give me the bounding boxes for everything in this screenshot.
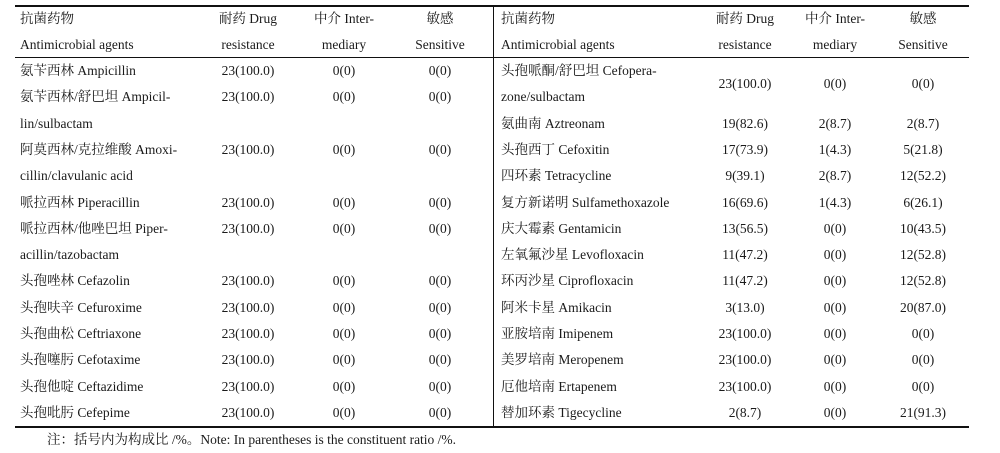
intermediary-value: 0(0) (823, 378, 847, 394)
intermediary-value: 0(0) (823, 247, 847, 263)
agent-name: 哌拉西林 Piperacillin (20, 194, 140, 210)
agent-name: cillin/clavulanic acid (20, 168, 133, 184)
agent-name: 左氧氟沙星 Levofloxacin (501, 247, 644, 263)
agent-name: 头孢西丁 Cefoxitin (501, 141, 610, 157)
header-agent-en-right: Antimicrobial agents (501, 37, 615, 52)
resistance-value: 23(100.0) (221, 326, 275, 341)
sensitive-value: 12(52.8) (899, 273, 947, 289)
sensitive-value: 0(0) (428, 89, 452, 105)
header-sensitive: 敏感 (426, 11, 454, 26)
header-intermediary-right: 中介 Inter- (804, 11, 866, 26)
intermediary-value: 0(0) (332, 326, 356, 341)
agent-name: acillin/tazobactam (20, 247, 119, 263)
intermediary-value: 0(0) (823, 273, 847, 289)
intermediary-value: 0(0) (823, 220, 847, 236)
resistance-value: 23(100.0) (221, 194, 275, 210)
header-intermediary: 中介 Inter- (313, 11, 375, 26)
resistance-value: 23(100.0) (221, 141, 275, 157)
sensitive-value: 0(0) (428, 141, 452, 157)
agent-name: 头孢哌酮/舒巴坦 Cefopera- (501, 63, 657, 78)
sensitive-value: 21(91.3) (899, 404, 947, 420)
header-agent-zh: 抗菌药物 (20, 11, 74, 26)
agent-name: 头孢唑林 Cefazolin (20, 273, 130, 289)
intermediary-value: 0(0) (823, 326, 847, 341)
agent-name: 哌拉西林/他唑巴坦 Piper- (20, 220, 168, 236)
intermediary-value: 2(8.7) (818, 115, 852, 131)
intermediary-value: 0(0) (823, 352, 847, 368)
header-agent-en: Antimicrobial agents (20, 37, 134, 52)
sensitive-value: 0(0) (428, 299, 452, 315)
sensitive-value: 0(0) (428, 63, 452, 78)
agent-name: 阿莫西林/克拉维酸 Amoxi- (20, 141, 178, 157)
agent-name: 复方新诺明 Sulfamethoxazole (501, 194, 670, 210)
intermediary-value: 0(0) (332, 89, 356, 105)
intermediary-value: 0(0) (332, 63, 356, 78)
header-sensitive-right-2: Sensitive (898, 37, 948, 52)
sensitive-value: 0(0) (428, 352, 452, 368)
sensitive-value: 12(52.2) (899, 168, 947, 184)
agent-name: 头孢噻肟 Cefotaxime (20, 352, 141, 368)
resistance-value: 2(8.7) (728, 404, 762, 420)
resistance-value: 23(100.0) (221, 220, 275, 236)
agent-name: 四环素 Tetracycline (501, 168, 612, 184)
resistance-value: 23(100.0) (221, 273, 275, 289)
sensitive-value: 0(0) (428, 273, 452, 289)
agent-name: 庆大霉素 Gentamicin (501, 220, 622, 236)
intermediary-value: 0(0) (332, 141, 356, 157)
resistance-value: 9(39.1) (725, 168, 765, 184)
agent-name: zone/sulbactam (501, 89, 585, 105)
agent-name: 亚胺培南 Imipenem (501, 326, 614, 341)
sensitive-value: 5(21.8) (903, 141, 943, 157)
agent-name: 头孢呋辛 Cefuroxime (20, 299, 142, 315)
header-agent-zh-right: 抗菌药物 (501, 11, 555, 26)
resistance-value: 23(100.0) (718, 352, 772, 368)
column-separator (493, 5, 494, 428)
sensitive-value: 6(26.1) (903, 194, 943, 210)
resistance-value: 23(100.0) (221, 352, 275, 368)
intermediary-value: 0(0) (332, 194, 356, 210)
resistance-value: 16(69.6) (721, 194, 769, 210)
agent-name: 阿米卡星 Amikacin (501, 299, 612, 315)
sensitive-value: 0(0) (428, 220, 452, 236)
intermediary-value: 0(0) (823, 299, 847, 315)
resistance-value: 23(100.0) (221, 63, 275, 78)
header-resistance-right: 耐药 Drug (715, 11, 775, 26)
resistance-value: 11(47.2) (722, 247, 768, 263)
sensitive-value: 0(0) (911, 76, 935, 92)
intermediary-value: 0(0) (823, 76, 847, 92)
agent-name: 头孢吡肟 Cefepime (20, 404, 130, 420)
agent-name: 头孢曲松 Ceftriaxone (20, 326, 142, 341)
agent-name: 氨苄西林 Ampicillin (20, 63, 136, 78)
sensitive-value: 10(43.5) (899, 220, 947, 236)
resistance-value: 23(100.0) (221, 378, 275, 394)
resistance-value: 11(47.2) (722, 273, 768, 289)
intermediary-value: 1(4.3) (818, 141, 852, 157)
header-intermediary-2: mediary (321, 37, 367, 52)
sensitive-value: 0(0) (428, 404, 452, 420)
sensitive-value: 20(87.0) (899, 299, 947, 315)
intermediary-value: 0(0) (332, 352, 356, 368)
intermediary-value: 0(0) (332, 299, 356, 315)
resistance-value: 23(100.0) (718, 378, 772, 394)
table-note: 注：括号内为构成比 /%。Note: In parentheses is the constituent ratio /%. (47, 432, 457, 447)
resistance-value: 13(56.5) (721, 220, 769, 236)
intermediary-value: 0(0) (332, 273, 356, 289)
intermediary-value: 0(0) (332, 220, 356, 236)
resistance-value: 23(100.0) (221, 299, 275, 315)
sensitive-value: 0(0) (911, 326, 935, 341)
agent-name: 替加环素 Tigecycline (501, 404, 622, 420)
sensitive-value: 0(0) (911, 378, 935, 394)
agent-name: 头孢他啶 Ceftazidime (20, 378, 144, 394)
header-sensitive-2: Sensitive (415, 37, 465, 52)
agent-name: lin/sulbactam (20, 115, 93, 131)
header-resistance-2: resistance (221, 37, 275, 52)
sensitive-value: 0(0) (911, 352, 935, 368)
sensitive-value: 2(8.7) (906, 115, 940, 131)
header-resistance: 耐药 Drug (218, 11, 278, 26)
header-resistance-right-2: resistance (718, 37, 772, 52)
agent-name: 环丙沙星 Ciprofloxacin (501, 273, 634, 289)
sensitive-value: 0(0) (428, 378, 452, 394)
intermediary-value: 1(4.3) (818, 194, 852, 210)
intermediary-value: 2(8.7) (818, 168, 852, 184)
resistance-value: 23(100.0) (221, 404, 275, 420)
resistance-value: 23(100.0) (718, 326, 772, 341)
agent-name: 氨苄西林/舒巴坦 Ampicil- (20, 89, 171, 105)
header-intermediary-right-2: mediary (812, 37, 858, 52)
resistance-value: 3(13.0) (725, 299, 765, 315)
intermediary-value: 0(0) (823, 404, 847, 420)
agent-name: 厄他培南 Ertapenem (501, 378, 617, 394)
header-sensitive-right: 敏感 (909, 11, 937, 26)
intermediary-value: 0(0) (332, 378, 356, 394)
resistance-value: 23(100.0) (221, 89, 275, 105)
sensitive-value: 0(0) (428, 194, 452, 210)
resistance-value: 19(82.6) (721, 115, 769, 131)
resistance-value: 17(73.9) (721, 141, 769, 157)
intermediary-value: 0(0) (332, 404, 356, 420)
agent-name: 氨曲南 Aztreonam (501, 115, 605, 131)
resistance-value: 23(100.0) (718, 76, 772, 92)
sensitive-value: 12(52.8) (899, 247, 947, 263)
agent-name: 美罗培南 Meropenem (501, 352, 624, 368)
sensitive-value: 0(0) (428, 326, 452, 341)
